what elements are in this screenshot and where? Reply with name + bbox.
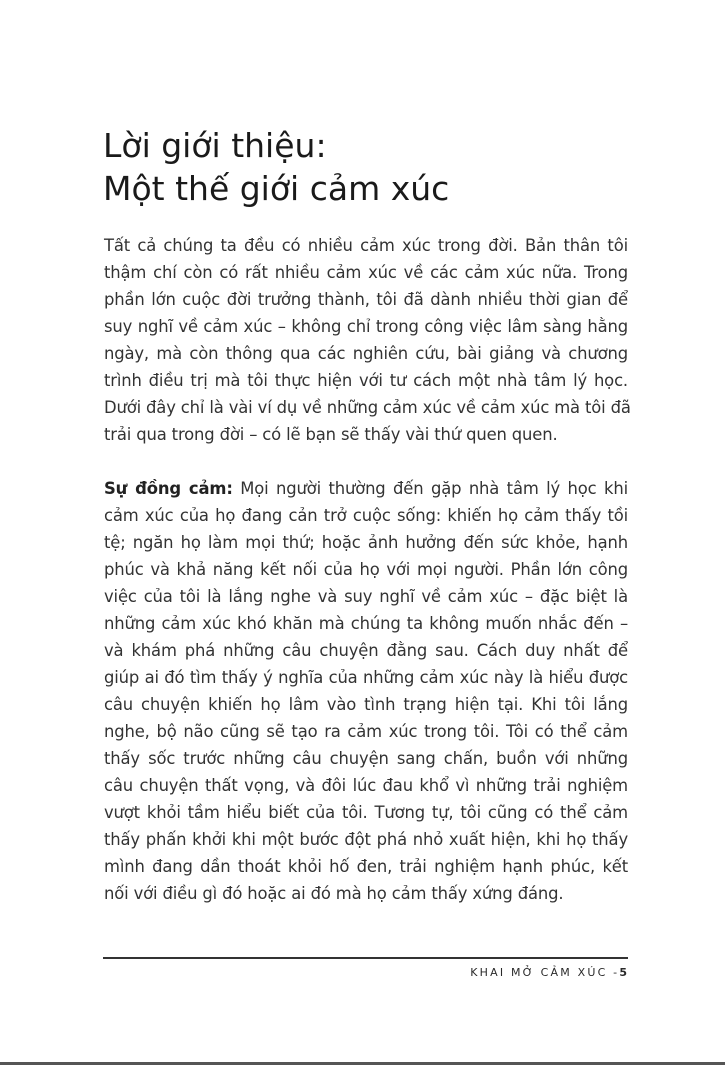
text-line: câu chuyện khiến họ lâm vào tình trạng hiện tại. Khi tôi lắng [104,695,628,714]
paragraph-lead-term: Sự đồng cảm: [104,479,233,498]
text-line: ngày, mà còn thông qua các nghiên cứu, bài giảng và chương [104,344,628,363]
text-line: thấy sốc trước những câu chuyện sang chấn, buồn với những [104,749,628,768]
text-line-first [104,475,628,502]
text-line: suy nghĩ về cảm xúc – không chỉ trong công việc lâm sàng hằng [104,317,628,336]
text-line: thậm chí còn có rất nhiều cảm xúc về các cảm xúc nữa. Trong [104,263,628,282]
text-line: vượt khỏi tầm hiểu biết của tôi. Tương tự, tôi cũng có thể cảm [104,803,628,822]
text-line: trình điều trị mà tôi thực hiện với tư cách một nhà tâm lý học. [104,371,628,390]
page-number: 5 [619,966,627,979]
text-line: tệ; ngăn họ làm mọi thứ; hoặc ảnh hưởng đến sức khỏe, hạnh [104,533,628,552]
text-line: phúc và khả năng kết nối của họ với mọi người. Phần lớn công [104,560,628,579]
footer-divider [103,957,628,959]
text-line: trải qua trong đời – có lẽ bạn sẽ thấy vài thứ quen quen. [104,425,558,444]
empathy-paragraph [104,475,628,907]
text-fragment: Mọi người thường đến gặp nhà tâm lý học khi [232,479,628,498]
text-line: nghe, bộ não cũng sẽ tạo ra cảm xúc trong tôi. Tôi có thể cảm [104,722,628,741]
running-footer [470,966,627,979]
intro-paragraph [104,232,631,448]
text-line: Tất cả chúng ta đều có nhiều cảm xúc trong đời. Bản thân tôi [104,236,628,255]
text-line: mình đang dần thoát khỏi hố đen, trải nghiệm hạnh phúc, kết [104,857,628,876]
text-line: Dưới đây chỉ là vài ví dụ về những cảm xúc về cảm xúc mà tôi đã [104,398,631,417]
text-line: và khám phá những câu chuyện đằng sau. Cách duy nhất để [104,641,628,660]
text-line: nối với điều gì đó hoặc ai đó mà họ cảm thấy xứng đáng. [104,884,564,903]
chapter-title-line-1: Lời giới thiệu: [103,126,327,165]
chapter-title-line-2: Một thế giới cảm xúc [103,169,450,208]
text-line: việc của tôi là lắng nghe và suy nghĩ về cảm xúc – đặc biệt là [104,587,628,606]
text-line: cảm xúc của họ đang cản trở cuộc sống: khiến họ cảm thấy tồi [104,506,628,525]
text-line: giúp ai đó tìm thấy ý nghĩa của những cảm xúc này là hiểu được [104,668,628,687]
text-line: câu chuyện thất vọng, và đôi lúc đau khổ vì những trải nghiệm [104,776,628,795]
text-line: thấy phấn khởi khi một bước đột phá nhỏ xuất hiện, khi họ thấy [104,830,628,849]
text-line: phần lớn cuộc đời trưởng thành, tôi đã dành nhiều thời gian để [104,290,628,309]
running-title: KHAI MỞ CẢM XÚC - [470,966,620,979]
chapter-title [103,124,643,210]
text-line: những cảm xúc khó khăn mà chúng ta không muốn nhắc đến – [104,614,628,633]
